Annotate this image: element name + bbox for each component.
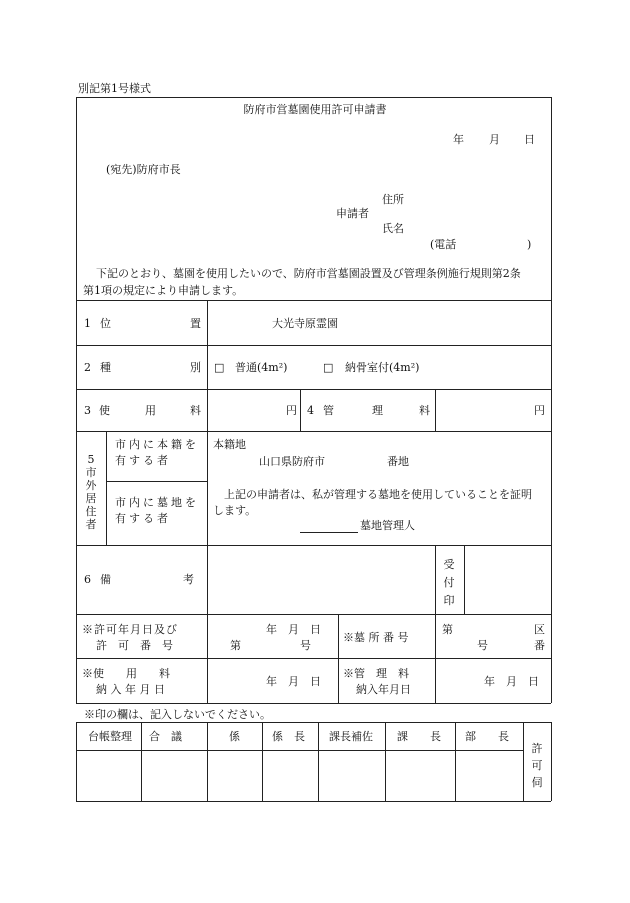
rule-line — [76, 300, 551, 301]
form-text: ※墓 所 番 号 — [343, 631, 409, 644]
form-text: 使 — [99, 404, 110, 417]
form-text: 種 — [100, 361, 111, 374]
form-text: します。 — [213, 504, 257, 517]
form-text: 納入年月日 — [356, 683, 411, 696]
form-text: 年 月 日 — [266, 675, 321, 688]
rule-line — [76, 97, 77, 703]
form-title: 防府市営墓園使用許可申請書 — [243, 103, 387, 116]
rule-line — [76, 703, 551, 704]
form-text: 上記の申請者は、私が管理する墓地を使用していることを証明 — [224, 488, 532, 501]
form-text: 墓地管理人 — [360, 519, 415, 532]
form-text: 下記のとおり、墓園を使用したいので、防府市営墓園設置及び管理条例施行規則第2条 — [96, 267, 521, 280]
header-deputy-manager: 課長補佐 — [329, 730, 373, 743]
type-checkbox-standard[interactable]: □ — [214, 361, 225, 374]
rule-line — [207, 300, 208, 703]
rule-line — [318, 722, 319, 801]
rule-line — [338, 614, 339, 703]
rule-line — [551, 722, 552, 801]
form-text: ) — [527, 238, 532, 251]
header-department-head: 部 長 — [465, 730, 509, 743]
form-text: ※許可年月日及び — [82, 623, 178, 636]
rule-line — [76, 658, 551, 659]
rule-line — [385, 722, 386, 801]
form-text: 料 — [419, 404, 430, 417]
form-text: 号 — [477, 639, 488, 652]
form-text: 4 — [307, 404, 314, 417]
resident-vertical-label: 5市外居住者 — [85, 453, 97, 531]
manager-signature-line — [300, 532, 358, 533]
form-text: 年 月 日 — [266, 623, 321, 636]
form-text: 3 — [84, 404, 91, 417]
header-staff: 係 — [229, 730, 240, 743]
rule-line — [76, 389, 551, 390]
rule-line — [435, 389, 436, 431]
form-text: 第 — [442, 623, 453, 636]
form-text: 第 — [230, 639, 241, 652]
rule-line — [76, 801, 551, 802]
form-text: 市内に本籍を — [115, 438, 199, 451]
form-text: 別 — [190, 361, 201, 374]
type-option-standard: 普通(4m²) — [235, 361, 288, 374]
rule-line — [76, 345, 551, 346]
usage-fee-unit: 円 — [286, 404, 297, 417]
form-text: 年 — [453, 133, 464, 146]
form-text: 理 — [372, 404, 383, 417]
form-text: 氏名 — [382, 222, 404, 235]
rule-line — [106, 431, 107, 545]
rule-line — [455, 722, 456, 801]
rule-line — [76, 545, 551, 546]
header-section-manager: 課 長 — [397, 730, 441, 743]
rule-line — [76, 722, 551, 723]
type-checkbox-ossuary[interactable]: □ — [323, 361, 334, 374]
form-text: 1 — [84, 317, 91, 330]
rule-line — [141, 722, 142, 801]
mgmt-fee-unit: 円 — [534, 404, 545, 417]
form-text: (電話 — [430, 238, 457, 251]
form-text: 置 — [190, 317, 201, 330]
form-text: 許 可 番 号 — [96, 639, 173, 652]
form-text: 用 — [145, 404, 156, 417]
type-option-ossuary: 納骨室付(4m²) — [345, 361, 420, 374]
form-text: 2 — [84, 361, 91, 374]
permit-inquiry-label: 許可伺 — [531, 742, 543, 789]
rule-line — [262, 722, 263, 801]
location-value: 大光寺原霊園 — [272, 317, 338, 330]
form-text: 号 — [300, 639, 311, 652]
header-chief: 係 長 — [272, 730, 305, 743]
rule-line — [435, 614, 436, 703]
form-text: 市内に墓地を — [115, 496, 199, 509]
rule-line — [76, 722, 77, 801]
office-use-note: ※印の欄は、記入しないでください。 — [84, 708, 271, 721]
addressee: (宛先)防府市長 — [106, 163, 181, 176]
form-text: ※使 用 料 — [82, 667, 170, 680]
rule-line — [551, 97, 552, 703]
header-ledger: 台帳整理 — [88, 730, 132, 743]
form-text: 料 — [190, 404, 201, 417]
form-text: 月 — [489, 133, 500, 146]
header-consultation: 合 議 — [149, 730, 182, 743]
rule-line — [106, 481, 207, 482]
form-text: 住所 — [382, 193, 404, 206]
form-text: 有する者 — [115, 454, 171, 467]
form-text: 年 月 日 — [484, 675, 539, 688]
form-text: 番 — [534, 639, 545, 652]
form-text: 位 — [100, 317, 111, 330]
form-text: 備 — [100, 573, 111, 586]
form-text: 管 — [323, 404, 334, 417]
rule-line — [464, 545, 465, 614]
form-text: ※管 理 料 — [343, 667, 409, 680]
rule-line — [76, 614, 551, 615]
form-text: 第1項の規定により申請します。 — [83, 284, 244, 297]
reception-stamp-label: 受付印 — [443, 558, 455, 607]
form-text: 区 — [534, 623, 545, 636]
rule-line — [207, 722, 208, 801]
form-text: 考 — [183, 573, 194, 586]
form-text: 6 — [84, 573, 91, 586]
form-text: 山口県防府市 — [259, 455, 325, 468]
rule-line — [523, 722, 524, 801]
rule-line — [76, 97, 551, 98]
form-text: 日 — [524, 133, 535, 146]
form-text: 申請者 — [336, 207, 369, 220]
rule-line — [76, 431, 551, 432]
form-id: 別記第1号様式 — [78, 82, 151, 95]
form-text: 番地 — [387, 455, 409, 468]
form-text: 有する者 — [115, 512, 171, 525]
form-text: 本籍地 — [213, 438, 246, 451]
rule-line — [300, 389, 301, 431]
rule-line — [435, 545, 436, 614]
form-text: 納 入 年 月 日 — [96, 683, 165, 696]
